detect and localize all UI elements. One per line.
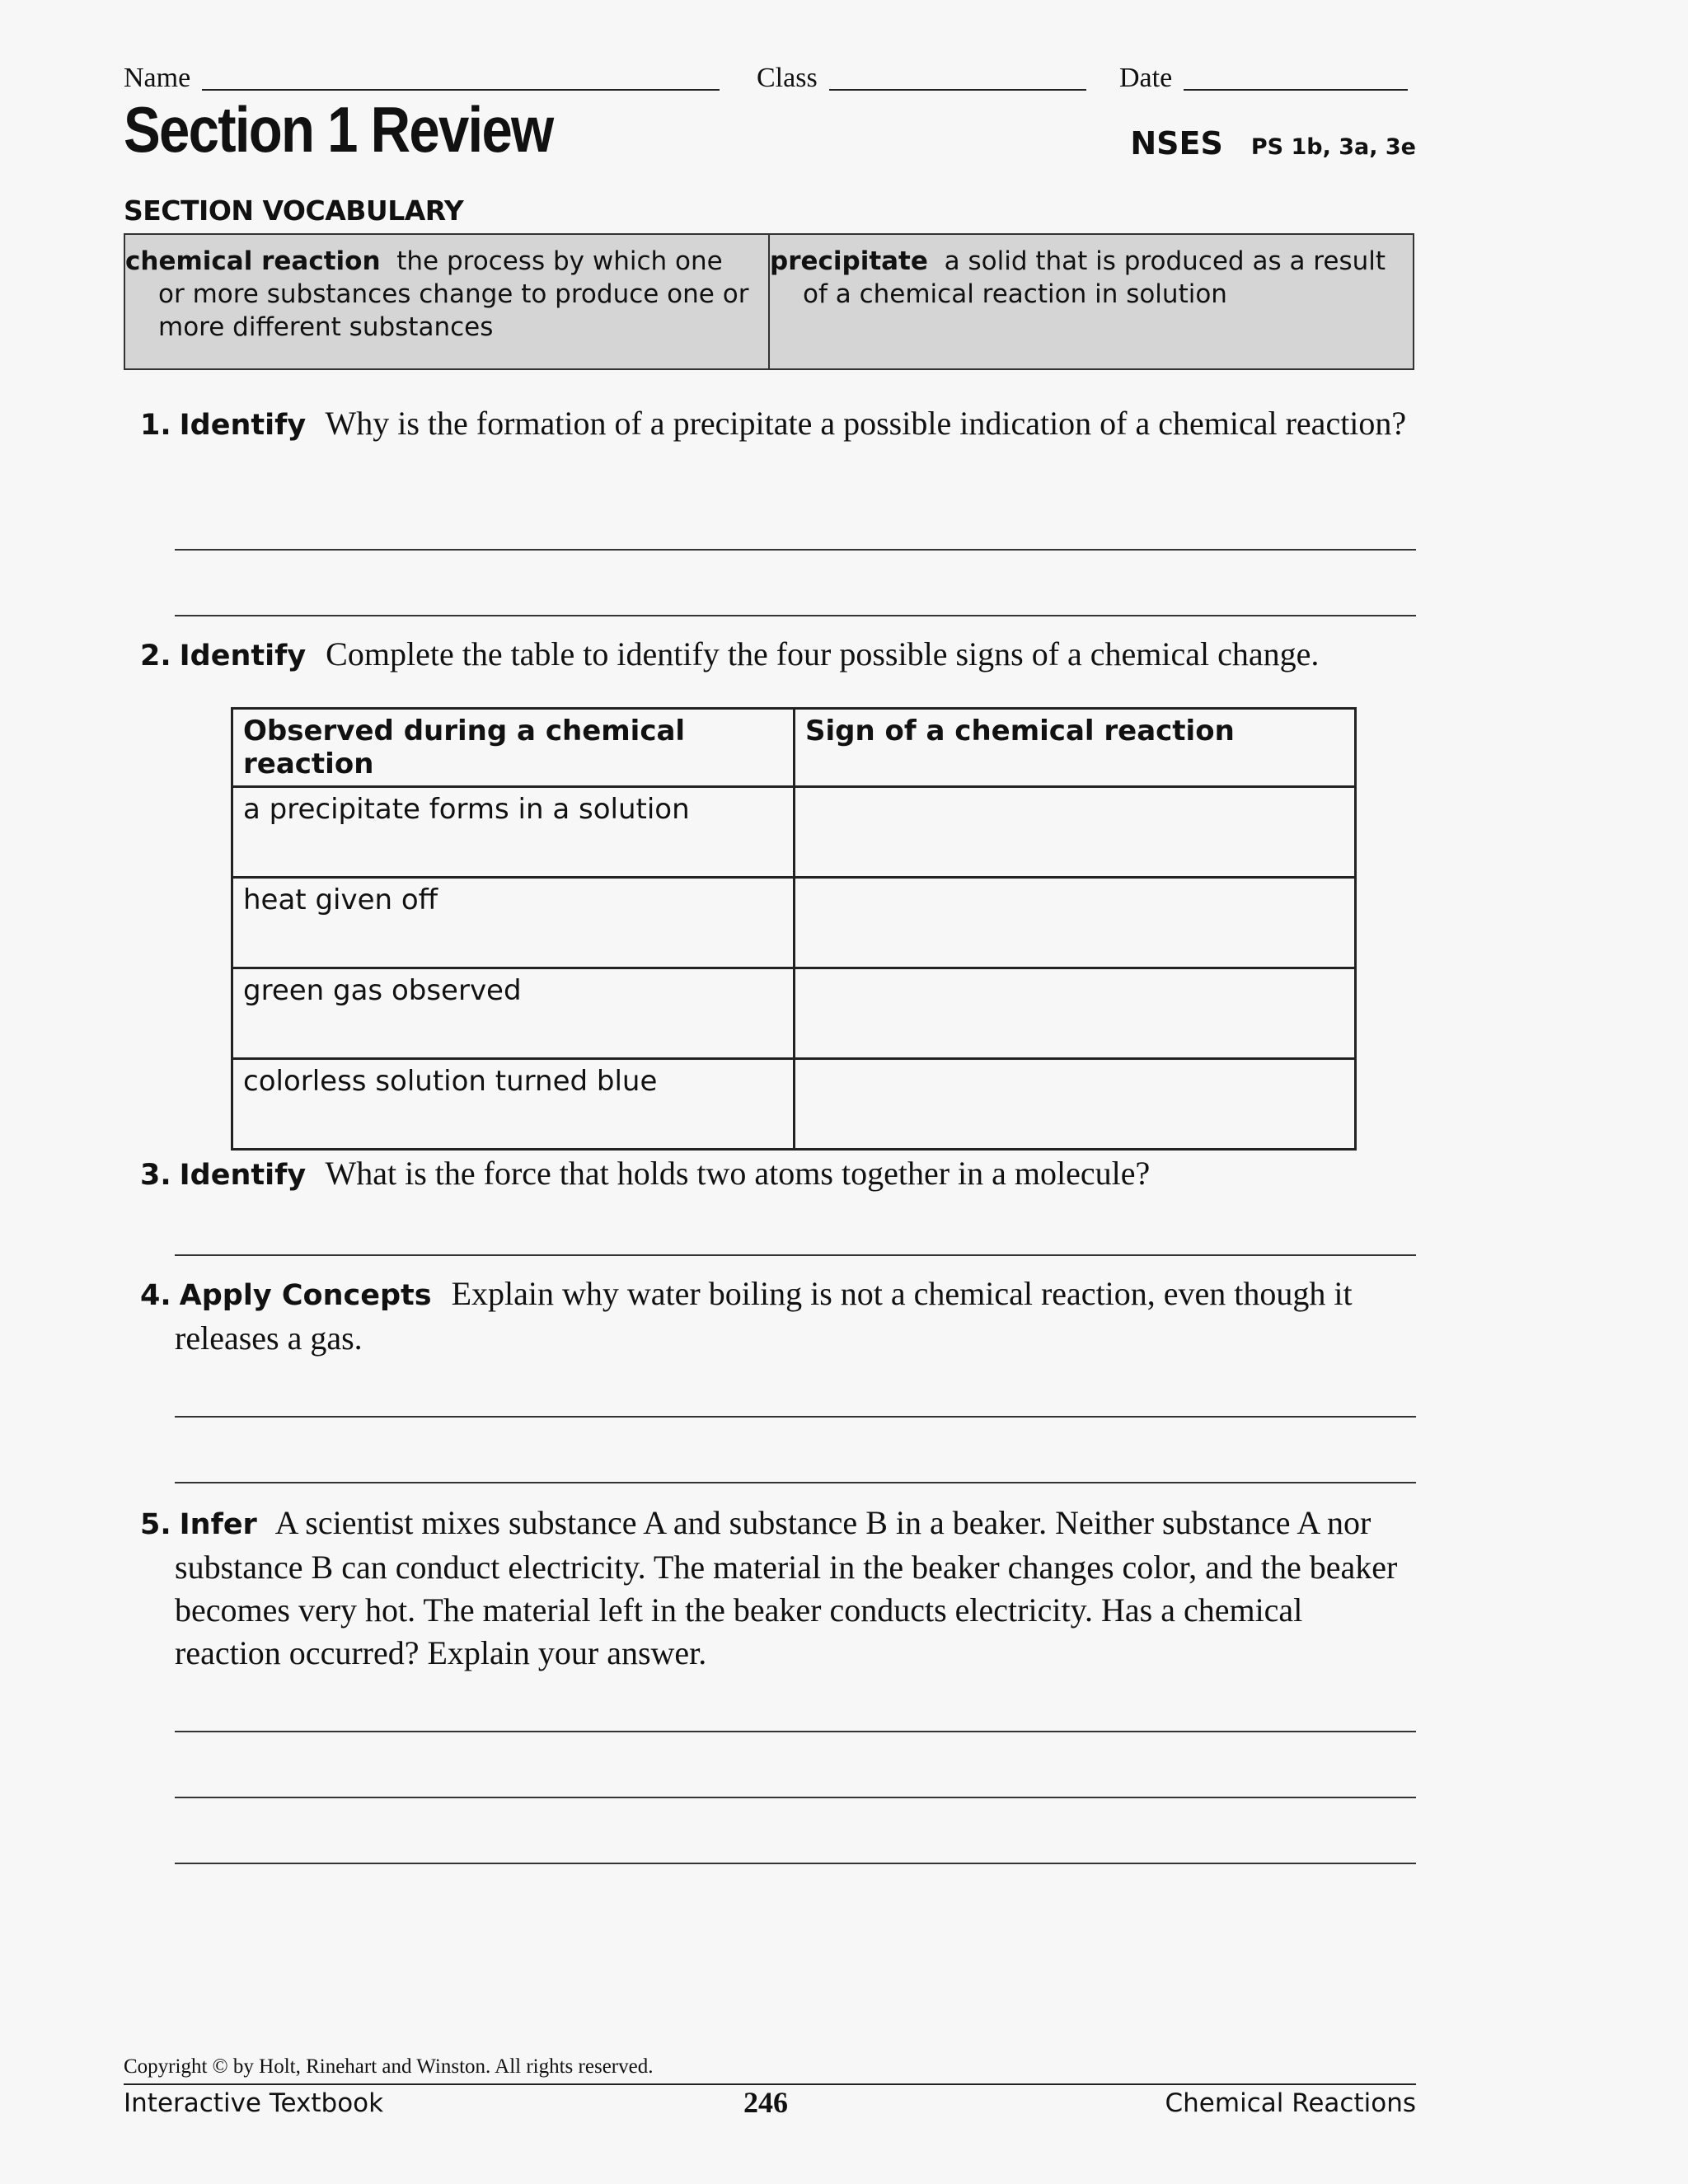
vocab-definition: a solid that is produced as a result of a chemical reaction in solution — [803, 246, 1386, 309]
question-number: 1. — [140, 409, 171, 442]
answer-line[interactable] — [175, 1416, 1416, 1418]
question-4 — [140, 1272, 1416, 1360]
question-number: 5. — [140, 1508, 171, 1541]
page-number: 246 — [743, 2086, 788, 2119]
answer-line[interactable] — [175, 1863, 1416, 1864]
answer-line[interactable] — [175, 1731, 1416, 1732]
question-keyword: Identify — [179, 640, 307, 673]
table-row — [232, 878, 1356, 968]
signs-table — [231, 707, 1357, 1151]
question-1 — [140, 402, 1416, 447]
vocab-definition: the process by which one or more substances change to produce one or more different substances — [158, 246, 749, 342]
copyright-notice: Copyright © by Holt, Rinehart and Winston. All rights reserved. — [124, 2055, 654, 2078]
name-label: Name — [124, 63, 191, 93]
vocabulary-box — [124, 233, 1414, 370]
question-keyword: Identify — [179, 1159, 307, 1192]
table-header: Sign of a chemical reaction — [795, 709, 1356, 787]
table-cell-sign[interactable] — [795, 968, 1356, 1059]
answer-line[interactable] — [175, 1797, 1416, 1798]
answer-line[interactable] — [175, 549, 1416, 551]
vocab-item — [770, 235, 1413, 368]
date-field[interactable] — [1119, 64, 1408, 92]
name-field[interactable] — [124, 64, 720, 92]
footer-chapter-title: Chemical Reactions — [1165, 2088, 1416, 2118]
nses-label: NSES — [1130, 125, 1223, 162]
question-5 — [140, 1502, 1416, 1675]
table-row — [232, 787, 1356, 878]
question-number: 4. — [140, 1279, 171, 1312]
class-label: Class — [757, 63, 818, 93]
question-number: 2. — [140, 640, 171, 673]
table-cell-sign[interactable] — [795, 1059, 1356, 1150]
table-cell-observed: colorless solution turned blue — [232, 1059, 795, 1150]
table-cell-sign[interactable] — [795, 878, 1356, 968]
nses-standards — [1130, 125, 1416, 162]
table-cell-sign[interactable] — [795, 787, 1356, 878]
question-text: A scientist mixes substance A and substance B in a beaker. Neither substance A nor substance B can conduct electricity. The material in the beaker changes color, and the beaker becomes very hot. The material left in the beaker conducts electricity. Has a chemical reaction occurred? Explain your answer. — [175, 1504, 1398, 1671]
footer-book-title: Interactive Textbook — [124, 2088, 384, 2118]
question-number: 3. — [140, 1159, 171, 1192]
answer-line[interactable] — [175, 615, 1416, 616]
question-text: What is the force that holds two atoms together in a molecule? — [325, 1155, 1151, 1192]
table-cell-observed: a precipitate forms in a solution — [232, 787, 795, 878]
question-2 — [140, 633, 1416, 677]
header-fields — [124, 56, 1416, 92]
nses-codes: PS 1b, 3a, 3e — [1250, 134, 1416, 160]
vocab-term: chemical reaction — [125, 246, 381, 276]
question-text: Explain why water boiling is not a chemical reaction, even though it releases a gas. — [175, 1275, 1353, 1357]
page-title: Section 1 Review — [124, 93, 553, 166]
question-text: Why is the formation of a precipitate a possible indication of a chemical reaction? — [325, 405, 1407, 442]
answer-line[interactable] — [175, 1482, 1416, 1483]
date-label: Date — [1119, 63, 1173, 93]
vocabulary-heading: SECTION VOCABULARY — [124, 194, 464, 227]
table-cell-observed: green gas observed — [232, 968, 795, 1059]
table-header: Observed during a chemical reaction — [232, 709, 795, 787]
table-cell-observed: heat given off — [232, 878, 795, 968]
table-header-row — [232, 709, 1356, 787]
date-line[interactable] — [1184, 89, 1408, 91]
question-keyword: Apply Concepts — [179, 1279, 432, 1312]
question-keyword: Identify — [179, 409, 307, 442]
name-line[interactable] — [202, 89, 720, 91]
class-line[interactable] — [829, 89, 1086, 91]
question-3 — [140, 1152, 1416, 1197]
class-field[interactable] — [757, 64, 1086, 92]
question-keyword: Infer — [179, 1508, 257, 1541]
question-text: Complete the table to identify the four possible signs of a chemical change. — [326, 635, 1320, 673]
vocab-item — [125, 235, 770, 368]
vocab-term: precipitate — [770, 246, 928, 276]
table-row — [232, 968, 1356, 1059]
table-row — [232, 1059, 1356, 1150]
worksheet-page — [124, 0, 1416, 2184]
answer-line[interactable] — [175, 1254, 1416, 1256]
page-footer — [124, 2088, 1416, 2121]
